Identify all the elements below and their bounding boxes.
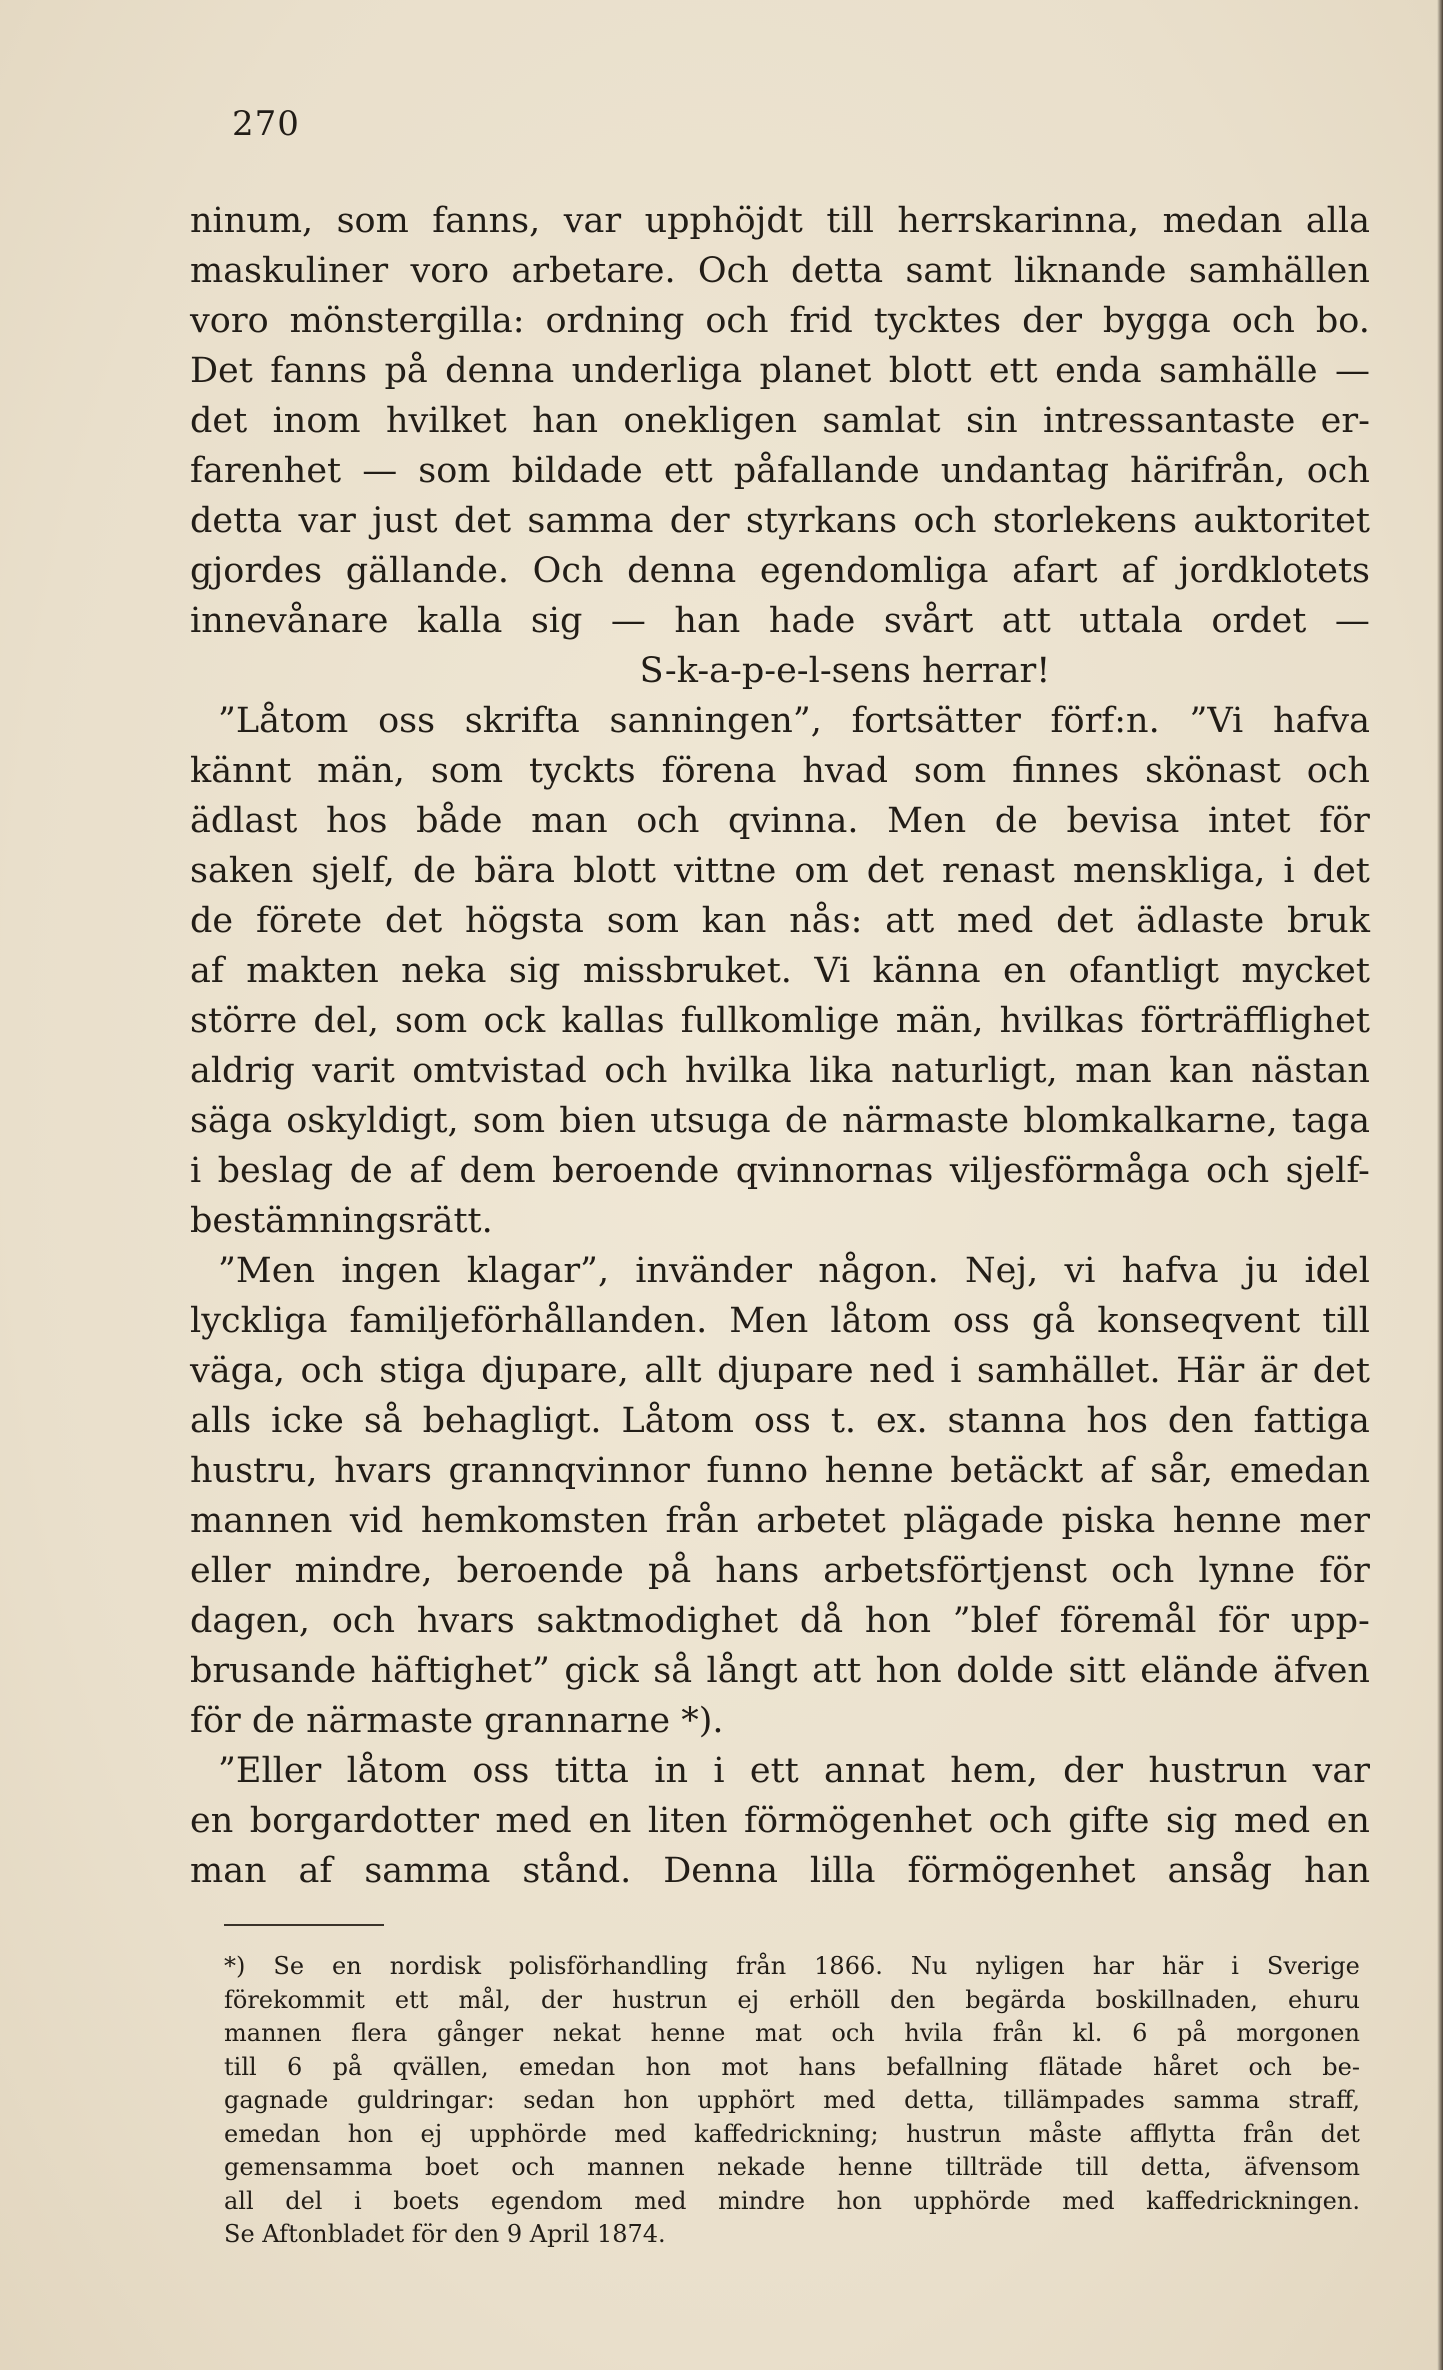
footnote-line: emedan hon ej upphörde med kaffedrickning; hustrun måste afflytta från det: [224, 2119, 1360, 2148]
footnote-line: gagnade guldringar: sedan hon upphört med detta, tillämpades samma straff,: [224, 2086, 1360, 2114]
text-line: lyckliga familjeförhållanden. Men låtom oss gå konseqvent till: [190, 1301, 1370, 1341]
footnote-line: gemensamma boet och mannen nekade henne tillträde till detta, äfvensom: [224, 2153, 1360, 2181]
text-line: af makten neka sig missbruket. Vi känna en ofantligt mycket: [190, 951, 1370, 991]
text-line: en borgardotter med en liten förmögenhet och gifte sig med en: [190, 1801, 1370, 1841]
page-edge-shadow: [1437, 0, 1443, 2370]
text-line: detta var just det samma der styrkans och storlekens auktoritet: [190, 501, 1370, 541]
footnote: [224, 1950, 1360, 2252]
text-line: ädlast hos både man och qvinna. Men de bevisa intet för: [190, 801, 1370, 841]
text-line: gjordes gällande. Och denna egendomliga afart af jordklotets: [190, 551, 1370, 591]
text-line: ”Låtom oss skrifta sanningen”, fortsätter förf:n. ”Vi hafva: [218, 701, 1370, 741]
text-line: maskuliner voro arbetare. Och detta samt liknande samhällen: [190, 251, 1370, 291]
body-text: [190, 196, 1370, 1896]
text-line: hustru, hvars grannqvinnor funno henne betäckt af sår, emedan: [190, 1451, 1370, 1491]
text-line: bestämningsrätt.: [190, 1201, 493, 1241]
text-line: ”Men ingen klagar”, invänder någon. Nej, vi hafva ju idel: [218, 1251, 1370, 1291]
text-line: farenhet — som bildade ett påfallande undantag härifrån, och: [190, 451, 1370, 491]
text-line: eller mindre, beroende på hans arbetsförtjenst och lynne för: [190, 1551, 1370, 1591]
text-line: voro mönstergilla: ordning och frid tycktes der bygga och bo.: [190, 301, 1370, 341]
text-line: innevånare kalla sig — han hade svårt att uttala ordet —: [190, 601, 1370, 641]
footnote-line: all del i boets egendom med mindre hon upphörde med kaffedrickningen.: [224, 2186, 1360, 2215]
text-line: aldrig varit omtvistad och hvilka lika naturligt, man kan nästan: [190, 1051, 1370, 1091]
text-line: i beslag de af dem beroende qvinnornas viljesförmåga och sjelf-: [190, 1151, 1370, 1191]
text-line: större del, som ock kallas fullkomlige män, hvilkas förträfflighet: [190, 1001, 1370, 1041]
text-line: brusande häftighet” gick så långt att hon dolde sitt elände äfven: [190, 1651, 1370, 1691]
text-line: väga, och stiga djupare, allt djupare ned i samhället. Här är det: [190, 1351, 1370, 1391]
footnote-line: till 6 på qvällen, emedan hon mot hans befallning flätade håret och be-: [224, 2052, 1360, 2081]
text-line: S-k-a-p-e-l-sens herrar!: [639, 651, 1051, 691]
footnote-divider: [224, 1924, 384, 1926]
text-line: det inom hvilket han onekligen samlat sin intressantaste er-: [190, 401, 1370, 441]
text-line: dagen, och hvars saktmodighet då hon ”blef föremål för upp-: [190, 1601, 1370, 1641]
text-line: säga oskyldigt, som bien utsuga de närmaste blomkalkarne, taga: [190, 1101, 1370, 1141]
footnote-line: Se Aftonbladet för den 9 April 1874.: [224, 2220, 666, 2248]
page-number: 270: [232, 104, 300, 144]
footnote-line: mannen flera gånger nekat henne mat och hvila från kl. 6 på morgonen: [224, 2019, 1360, 2047]
text-line: kännt män, som tyckts förena hvad som finnes skönast och: [190, 751, 1370, 791]
text-line: alls icke så behagligt. Låtom oss t. ex. stanna hos den fattiga: [190, 1401, 1370, 1441]
text-line: för de närmaste grannarne *).: [190, 1701, 724, 1741]
text-line: Det fanns på denna underliga planet blott ett enda samhälle —: [190, 351, 1370, 391]
footnote-line: *) Se en nordisk polisförhandling från 1866. Nu nyligen har här i Sverige: [224, 1952, 1360, 1980]
footnote-line: förekommit ett mål, der hustrun ej erhöll den begärda boskillnaden, ehuru: [224, 1985, 1360, 2014]
text-line: ninum, som fanns, var upphöjdt till herrskarinna, medan alla: [190, 201, 1370, 241]
text-line: saken sjelf, de bära blott vittne om det renast menskliga, i det: [190, 851, 1370, 891]
text-line: man af samma stånd. Denna lilla förmögenhet ansåg han: [190, 1851, 1370, 1891]
text-line: ”Eller låtom oss titta in i ett annat hem, der hustrun var: [218, 1751, 1370, 1791]
text-line: de förete det högsta som kan nås: att med det ädlaste bruk: [190, 901, 1370, 941]
text-line: mannen vid hemkomsten från arbetet plägade piska henne mer: [190, 1501, 1370, 1541]
